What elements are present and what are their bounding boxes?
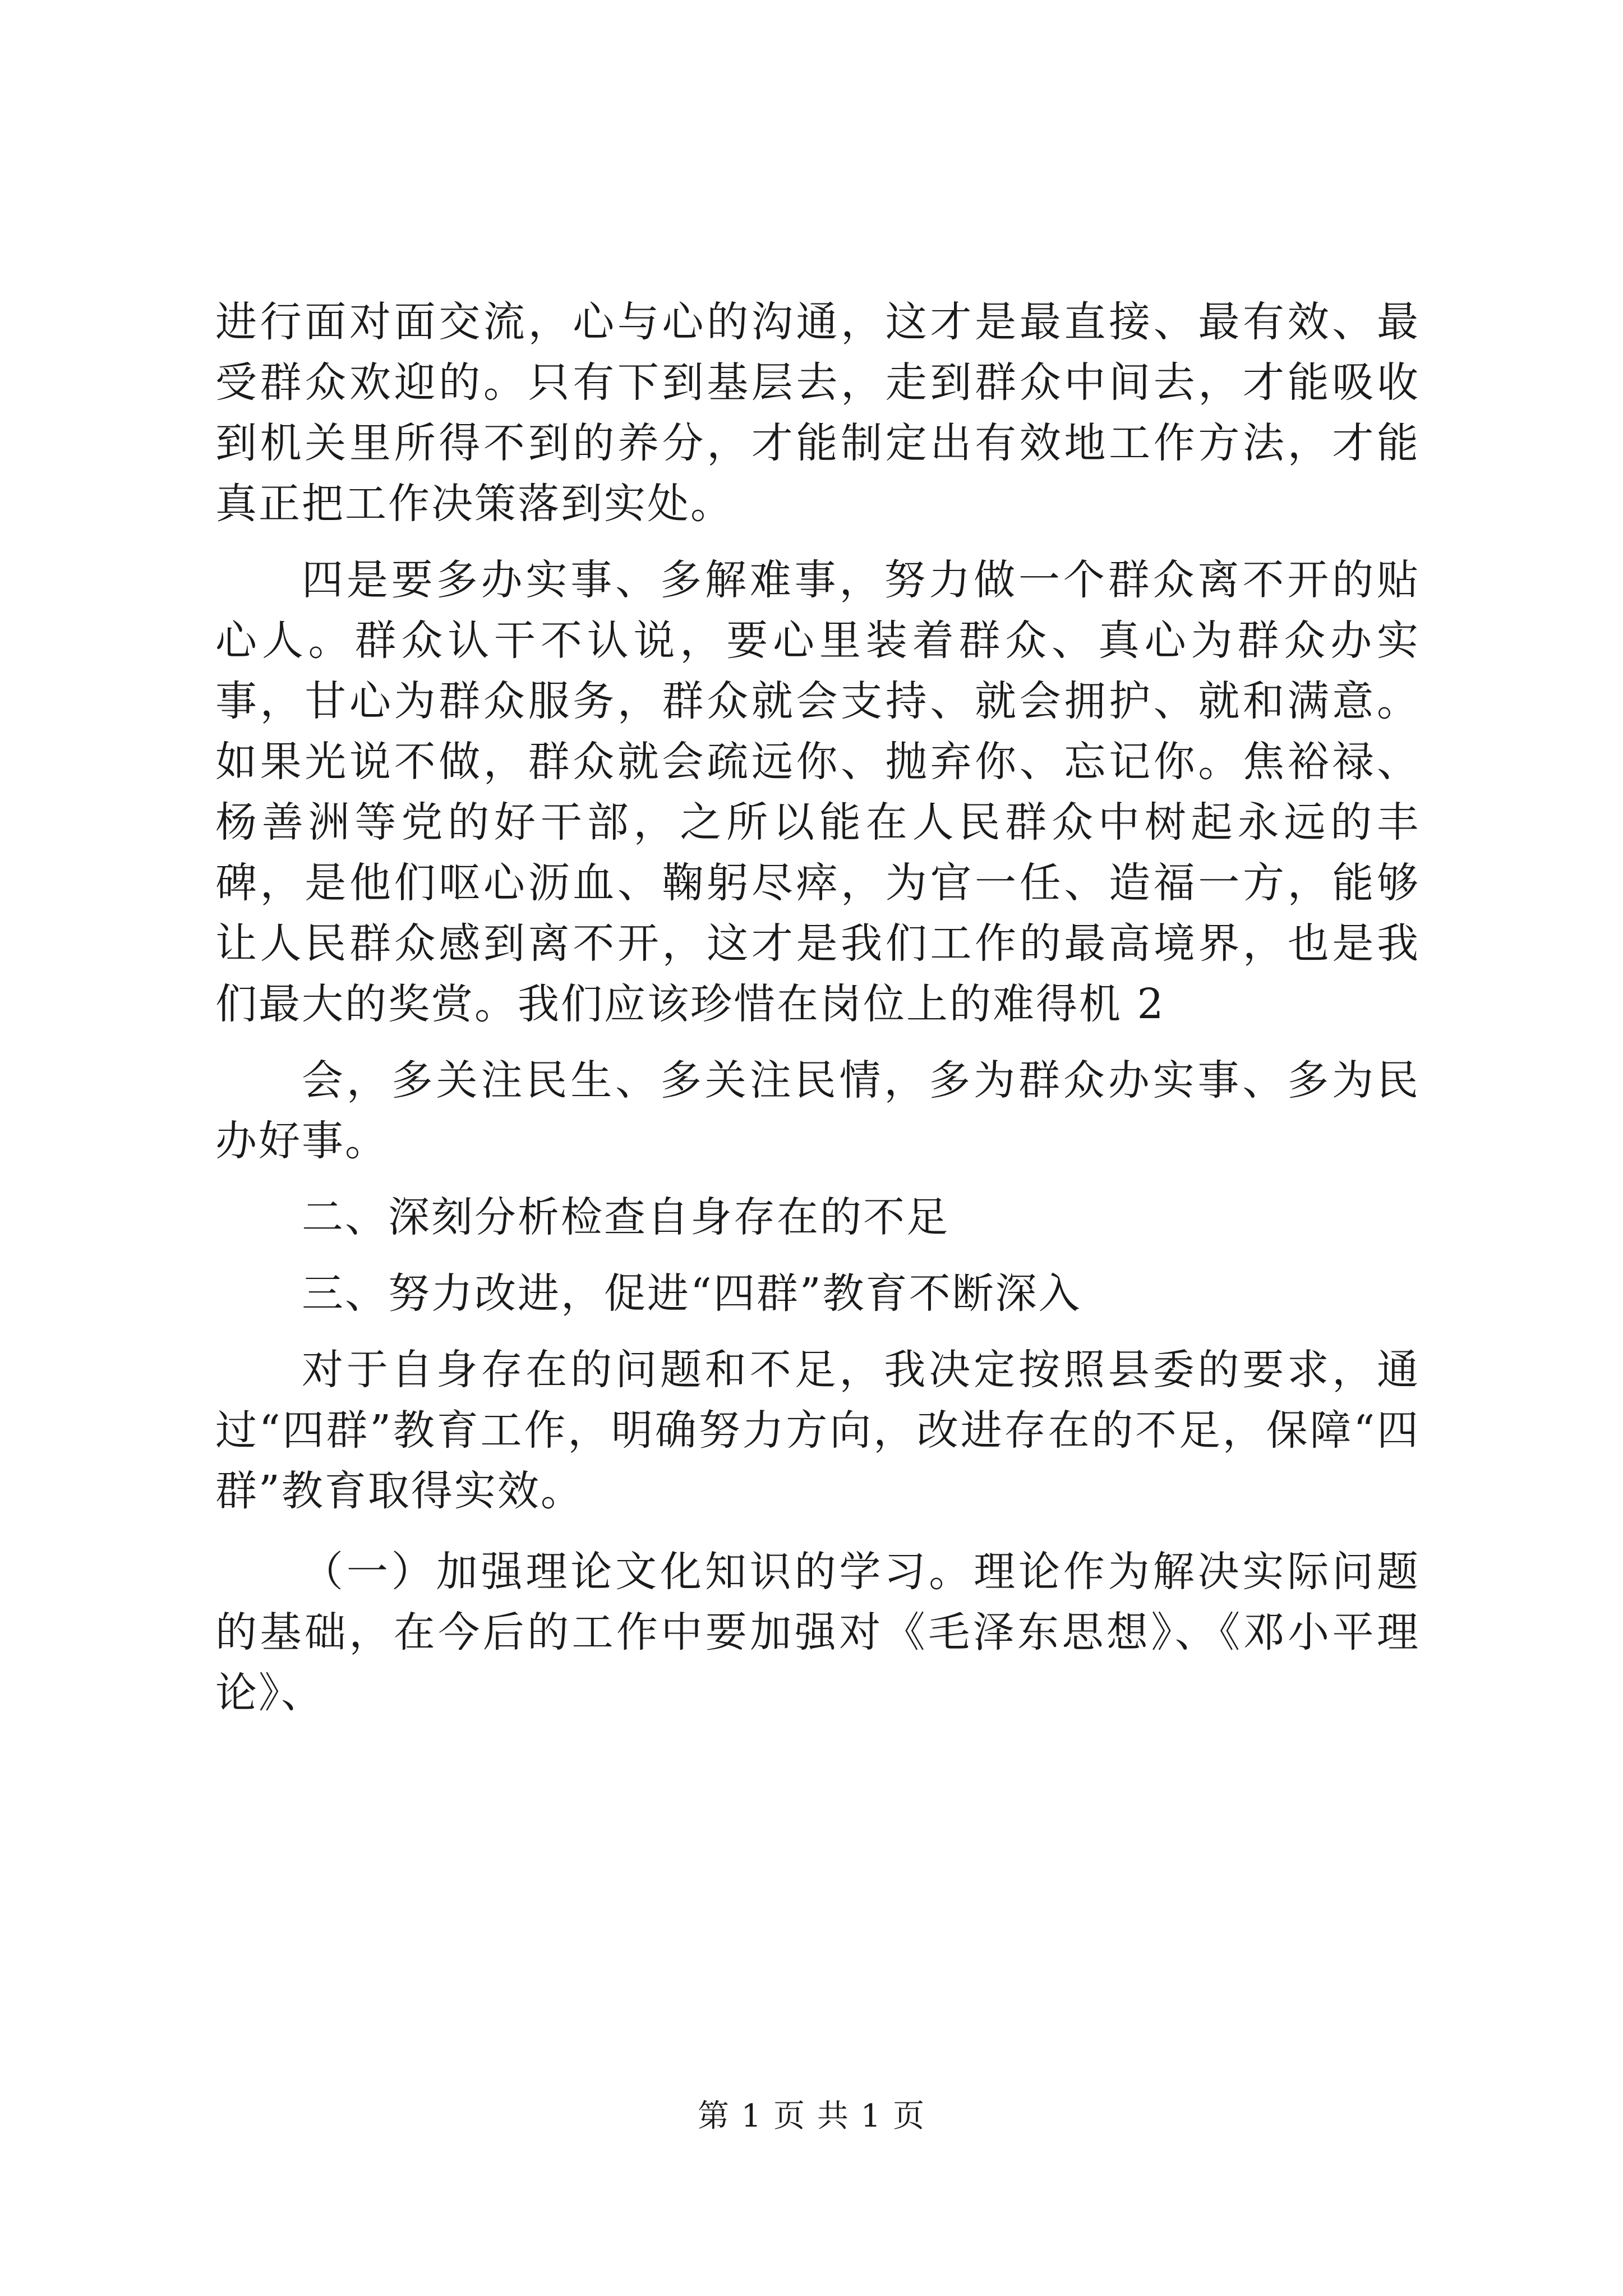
paragraph-improvement: 对于自身存在的问题和不足，我决定按照县委的要求，通过“四群”教育工作，明确努力方向，改进存在的不足，保障“四群”教育取得实效。 bbox=[215, 1346, 1420, 1515]
document-body bbox=[215, 292, 1420, 1723]
section-heading-three: 三、努力改进，促进“四群”教育不断深入 bbox=[302, 1269, 1082, 1318]
paragraph-point-four: 四是要多办实事、多解难事，努力做一个群众离不开的贴心人。群众认干不认说，要心里装着群众、真心为群众办实事，甘心为群众服务，群众就会支持、就会拥护、就和满意。如果光说不做，群众就会疏远你、抛弃你、忘记你。焦裕禄、杨善洲等党的好干部，之所以能在人民群众中树起永远的丰碑，是他们呕心沥血、鞠躬尽瘁，为官一任、造福一方，能够让人民群众感到离不开，这才是我们工作的最高境界，也是我们最大的奖赏。我们应该珍惜在岗位上的难得机 2 bbox=[215, 556, 1420, 1028]
page-number-footer: 第 1 页 共 1 页 bbox=[697, 2098, 926, 2134]
paragraph-continuation: 进行面对面交流，心与心的沟通，这才是最直接、最有效、最受群众欢迎的。只有下到基层去，走到群众中间去，才能吸收到机关里所得不到的养分，才能制定出有效地工作方法，才能真正把工作决策落到实处。 bbox=[215, 298, 1420, 528]
section-heading-two: 二、深刻分析检查自身存在的不足 bbox=[302, 1193, 949, 1241]
paragraph-continued-point: 会，多关注民生、多关注民情，多为群众办实事、多为民办好事。 bbox=[215, 1056, 1420, 1165]
paragraph-subsection-one: （一）加强理论文化知识的学习。理论作为解决实际问题的基础，在今后的工作中要加强对《毛泽东思想》、《邓小平理论》、 bbox=[215, 1548, 1420, 1717]
